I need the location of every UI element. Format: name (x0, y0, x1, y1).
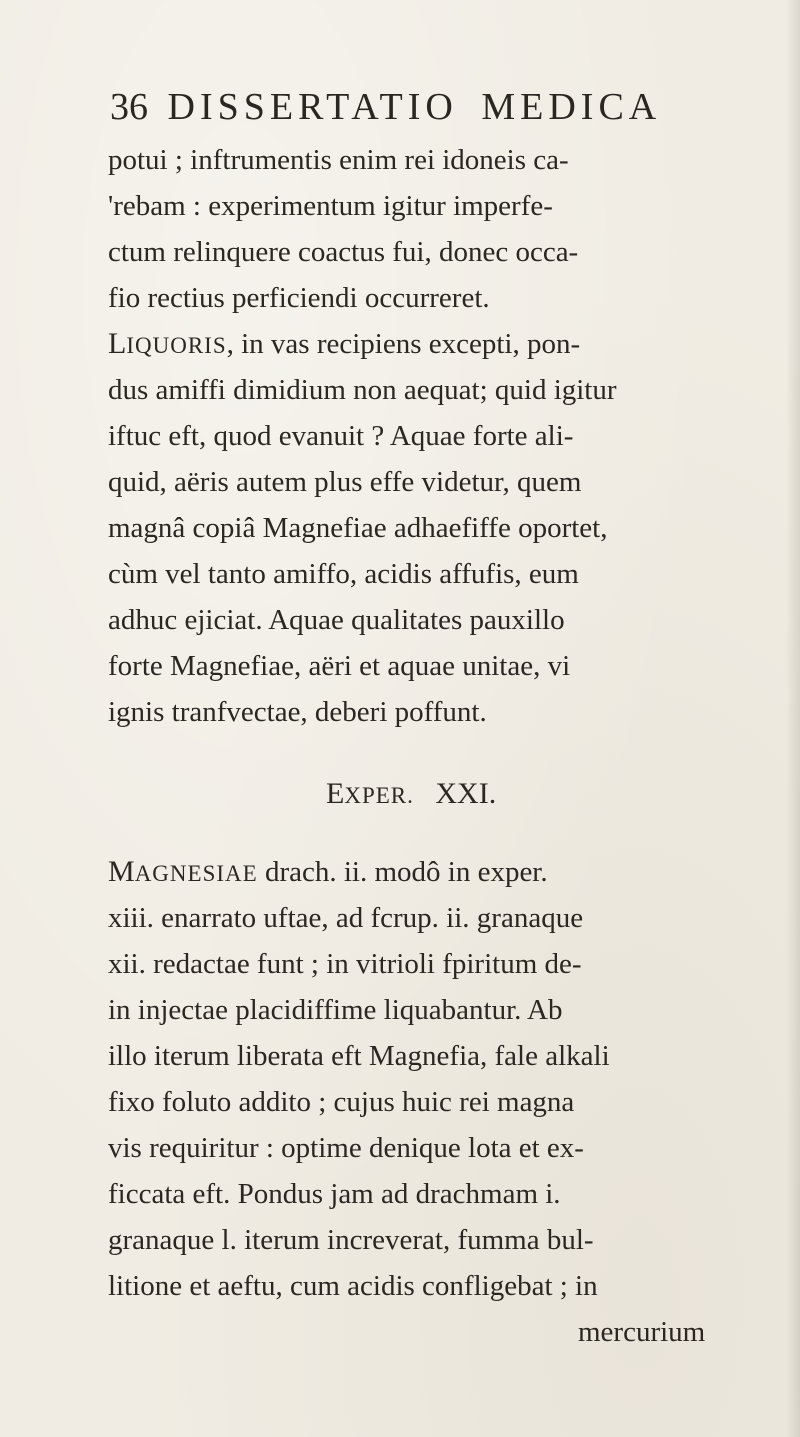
text-line: granaque l. iterum increverat, fumma bul- (108, 1224, 594, 1256)
text-line: illo iterum liberata eft Magnefia, fale alkali (108, 1040, 610, 1072)
text-line: forte Magnefiae, aëri et aquae unitae, vi (108, 650, 571, 682)
text-line: cùm vel tanto amiffo, acidis affufis, eum (108, 558, 579, 590)
text-line: adhuc ejiciat. Aquae qualitates pauxillo (108, 604, 565, 636)
text-line: dus amiffi dimidium non aequat; quid igitur (108, 374, 617, 406)
heading-numeral: XXI. (435, 777, 497, 810)
initial-letter: M (108, 855, 135, 888)
text-line: vis requiritur : optime denique lota et ex- (108, 1132, 584, 1164)
text-line: quid, aëris autem plus effe videtur, quem (108, 466, 582, 498)
text-line: fio rectius perficiendi occurreret. (108, 282, 490, 314)
heading-small-caps: XPER. (344, 783, 414, 808)
text-line: litione et aeftu, cum acidis confligebat ; in (108, 1270, 598, 1302)
text-line: ficcata eft. Pondus jam ad drachmam i. (108, 1178, 561, 1210)
small-caps-word: AGNESIAE (134, 861, 258, 886)
text-line: iftuc eft, quod evanuit ? Aquae forte ali- (108, 420, 574, 452)
page-number: 36 (110, 86, 148, 128)
heading-initial: E (326, 777, 345, 810)
running-head (110, 82, 750, 132)
text-line: 'rebam : experimentum igitur imperfe- (108, 190, 553, 222)
running-head-word-1: DISSERTATIO (167, 86, 458, 128)
line-rest: , in vas recipiens excepti, pon- (226, 328, 581, 360)
experiment-heading (326, 774, 496, 814)
text-line: in injectae placidiffime liquabantur. Ab (108, 994, 563, 1026)
running-head-word-2: MEDICA (481, 86, 662, 128)
text-line: xiii. enarrato uftae, ad fcrup. ii. granaque (108, 902, 584, 934)
text-line: ctum relinquere coactus fui, donec occa- (108, 236, 579, 268)
paragraph-start-magnesiae (108, 852, 548, 892)
small-caps-word: IQUORIS (126, 333, 227, 358)
text-line: fixo foluto addito ; cujus huic rei magna (108, 1086, 575, 1118)
line-rest: drach. ii. modô in exper. (257, 856, 548, 888)
page-edge-shadow (786, 0, 800, 1437)
text-line: xii. redactae funt ; in vitrioli fpiritum de- (108, 948, 582, 980)
catchword: mercurium (578, 1316, 706, 1348)
text-line: magnâ copiâ Magnefiae adhaefiffe oportet, (108, 512, 608, 544)
paragraph-start-liquoris (108, 324, 580, 364)
text-line: ignis tranfvectae, deberi poffunt. (108, 696, 487, 728)
initial-letter: L (108, 327, 127, 360)
text-line: potui ; inftrumentis enim rei idoneis ca- (108, 144, 569, 176)
